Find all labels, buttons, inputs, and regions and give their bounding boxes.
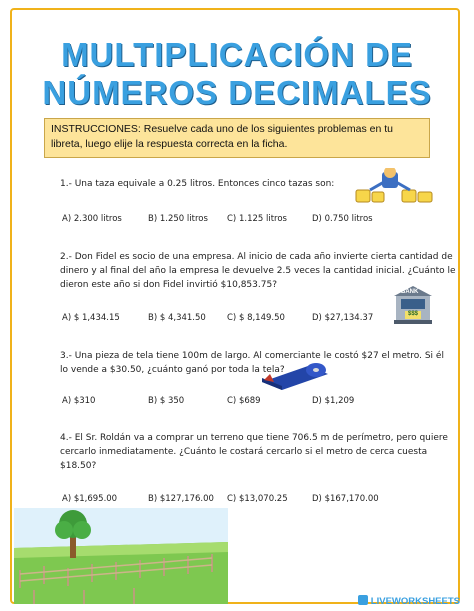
- question-4-line-2: cercarlo inmediatamente. ¿Cuánto le costará cercarlo si el metro de cerca cuesta: [60, 447, 428, 457]
- question-1-option-b[interactable]: B) 1.250 litros: [148, 214, 208, 224]
- question-4-line-3: $18.50?: [60, 461, 97, 471]
- question-4-option-d[interactable]: D) $167,170.00: [312, 494, 379, 504]
- question-1-option-c[interactable]: C) 1.125 litros: [227, 214, 287, 224]
- question-3-option-d[interactable]: D) $1,209: [312, 396, 355, 406]
- question-1-text: 1.- Una taza equivale a 0.25 litros. Entonces cinco tazas son:: [60, 179, 335, 189]
- question-4-option-c[interactable]: C) $13,070.25: [227, 494, 288, 504]
- question-2-option-b[interactable]: B) $ 4,341.50: [148, 313, 206, 323]
- question-3-option-a[interactable]: A) $310: [62, 396, 96, 406]
- question-4-option-a[interactable]: A) $1,695.00: [62, 494, 118, 504]
- question-2-option-d[interactable]: D) $27,134.37: [312, 313, 374, 323]
- question-2-option-c[interactable]: C) $ 8,149.50: [227, 313, 285, 323]
- question-4-option-b[interactable]: B) $127,176.00: [148, 494, 214, 504]
- cups-illustration: [354, 168, 438, 206]
- bank-money: $$$: [408, 311, 419, 317]
- instructions-box: INSTRUCCIONES: Resuelve cada uno de los siguientes problemas en tu libreta, luego elije la respuesta correcta en la ficha.: [44, 118, 430, 158]
- question-2-line-2: dinero y al final del año la empresa le devuelve 2.5 veces la cantidad inicial. ¿Cuánto le: [60, 266, 456, 276]
- liveworksheets-logo: [358, 595, 460, 607]
- question-2-option-a[interactable]: A) $ 1,434.15: [62, 313, 120, 323]
- question-4-line-1: 4.- El Sr. Roldán va a comprar un terreno que tiene 706.5 m de perímetro, pero quiere: [60, 433, 448, 443]
- question-2-line-3: dieron este año si don Fidel invirtió $10,853.75?: [60, 280, 277, 290]
- fabric-roll-illustration: [258, 360, 332, 392]
- title-line-2: NÚMEROS DECIMALES: [42, 74, 432, 111]
- question-3-line-2: lo vende a $30.50, ¿cuánto ganó por toda la tela?: [60, 365, 285, 375]
- question-2-line-1: 2.- Don Fidel es socio de una empresa. Al inicio de cada año invierte cierta cantidad de: [60, 252, 453, 262]
- question-1-option-d[interactable]: D) 0.750 litros: [312, 214, 373, 224]
- liveworksheets-icon: [358, 595, 368, 605]
- bank-sign: BANK: [401, 289, 419, 295]
- footer-text: LIVEWORKSHEETS: [370, 596, 460, 607]
- fenced-field-illustration: [14, 508, 228, 604]
- question-1-option-a[interactable]: A) 2.300 litros: [62, 214, 122, 224]
- question-3-line-1: 3.- Una pieza de tela tiene 100m de largo. Al comerciante le costó $27 el metro. Si él: [60, 351, 444, 361]
- title-line-1: MULTIPLICACIÓN DE: [61, 36, 413, 73]
- question-3-option-c[interactable]: C) $689: [227, 396, 261, 406]
- question-3-option-b[interactable]: B) $ 350: [148, 396, 185, 406]
